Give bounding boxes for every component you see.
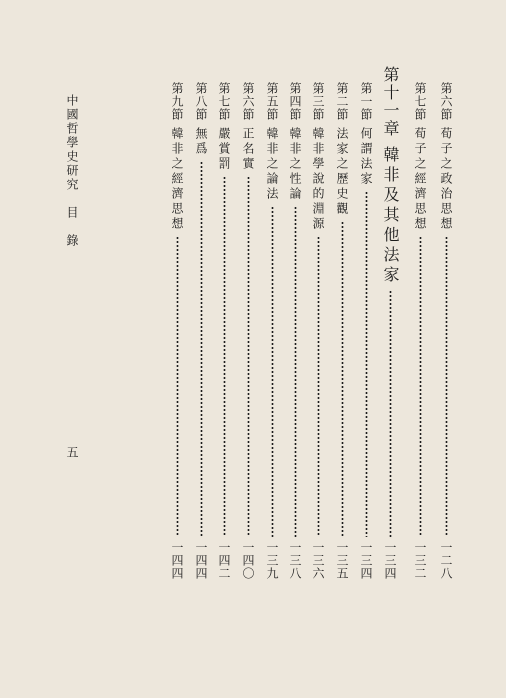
dot-leader <box>419 236 422 537</box>
dot-leader <box>176 236 179 537</box>
dot-leader <box>294 206 297 537</box>
toc-entry-title: 何謂法家 <box>359 127 373 187</box>
chapter-label: 第十一章 <box>381 66 400 138</box>
toc-entry-page: 一二八 <box>439 541 453 580</box>
toc-entry-title: 嚴賞罰 <box>217 127 231 172</box>
toc-entry-title: 正名實 <box>241 127 255 172</box>
toc-entry-page: 一四四 <box>170 541 184 580</box>
toc-entry-9 <box>240 82 256 580</box>
toc-entry-5 <box>334 82 350 580</box>
dot-leader <box>365 191 368 537</box>
chapter-title: 韓非及其他法家 <box>381 146 400 286</box>
toc-entry-label: 第四節 <box>288 82 302 121</box>
dot-leader <box>317 236 320 537</box>
toc-entry-title: 韓非之性論 <box>288 127 302 202</box>
toc-entry-7 <box>287 82 303 580</box>
toc-entry-title: 荀子之經濟思想 <box>413 127 427 232</box>
toc-entry-label: 第二節 <box>335 82 349 121</box>
toc-entry-page: 一三九 <box>265 541 279 580</box>
toc-entry-page: 一四二 <box>217 541 231 580</box>
toc-entry-title: 韓非學說的淵源 <box>311 127 325 232</box>
toc-entry-label: 第七節 <box>217 82 231 121</box>
toc-entry-label: 第八節 <box>194 82 208 121</box>
toc-entry-page: 一四〇 <box>241 541 255 580</box>
toc-entry-page: 一三八 <box>288 541 302 580</box>
dot-leader <box>223 176 226 537</box>
toc-entry-label: 第六節 <box>241 82 255 121</box>
toc-entry-10 <box>216 82 232 580</box>
toc-entry-8 <box>264 82 280 580</box>
section-title: 目 錄 <box>65 206 79 248</box>
toc-entry-page: 一三四 <box>359 541 373 580</box>
toc-entry-title: 無爲 <box>194 127 208 157</box>
dot-leader <box>271 206 274 537</box>
toc-entry-page: 一三六 <box>311 541 325 580</box>
toc-entry-title: 荀子之政治思想 <box>439 127 453 232</box>
toc-entry-label: 第六節 <box>439 82 453 121</box>
toc-entry-label: 第七節 <box>413 82 427 121</box>
dot-leader <box>341 221 344 537</box>
toc-entry-title: 法家之歷史觀 <box>335 127 349 217</box>
running-header <box>64 94 81 248</box>
toc-entry-1 <box>438 82 454 580</box>
toc-entry-11 <box>193 82 209 580</box>
toc-entry-title: 韓非之論法 <box>265 127 279 202</box>
toc-entry-page: 一三二 <box>413 541 427 580</box>
toc-entry-label: 第三節 <box>311 82 325 121</box>
chapter-page: 一三四 <box>383 541 397 580</box>
dot-leader <box>200 161 203 537</box>
toc-entry-page: 一三五 <box>335 541 349 580</box>
toc-entry-6 <box>310 82 326 580</box>
toc-entry-12 <box>169 82 185 580</box>
dot-leader <box>247 176 250 537</box>
toc-entry-title: 韓非之經濟思想 <box>170 127 184 232</box>
toc-entry-page: 一四四 <box>194 541 208 580</box>
book-title: 中國哲學史研究 <box>65 94 79 192</box>
toc-entry-label: 第九節 <box>170 82 184 121</box>
dot-leader <box>389 290 392 537</box>
page-number: 五 <box>65 446 79 458</box>
toc-chapter-heading <box>382 66 398 580</box>
dot-leader <box>445 236 448 537</box>
toc-entry-4 <box>358 82 374 580</box>
toc-entry-2 <box>412 82 428 580</box>
toc-entry-label: 第五節 <box>265 82 279 121</box>
toc-entry-label: 第一節 <box>359 82 373 121</box>
